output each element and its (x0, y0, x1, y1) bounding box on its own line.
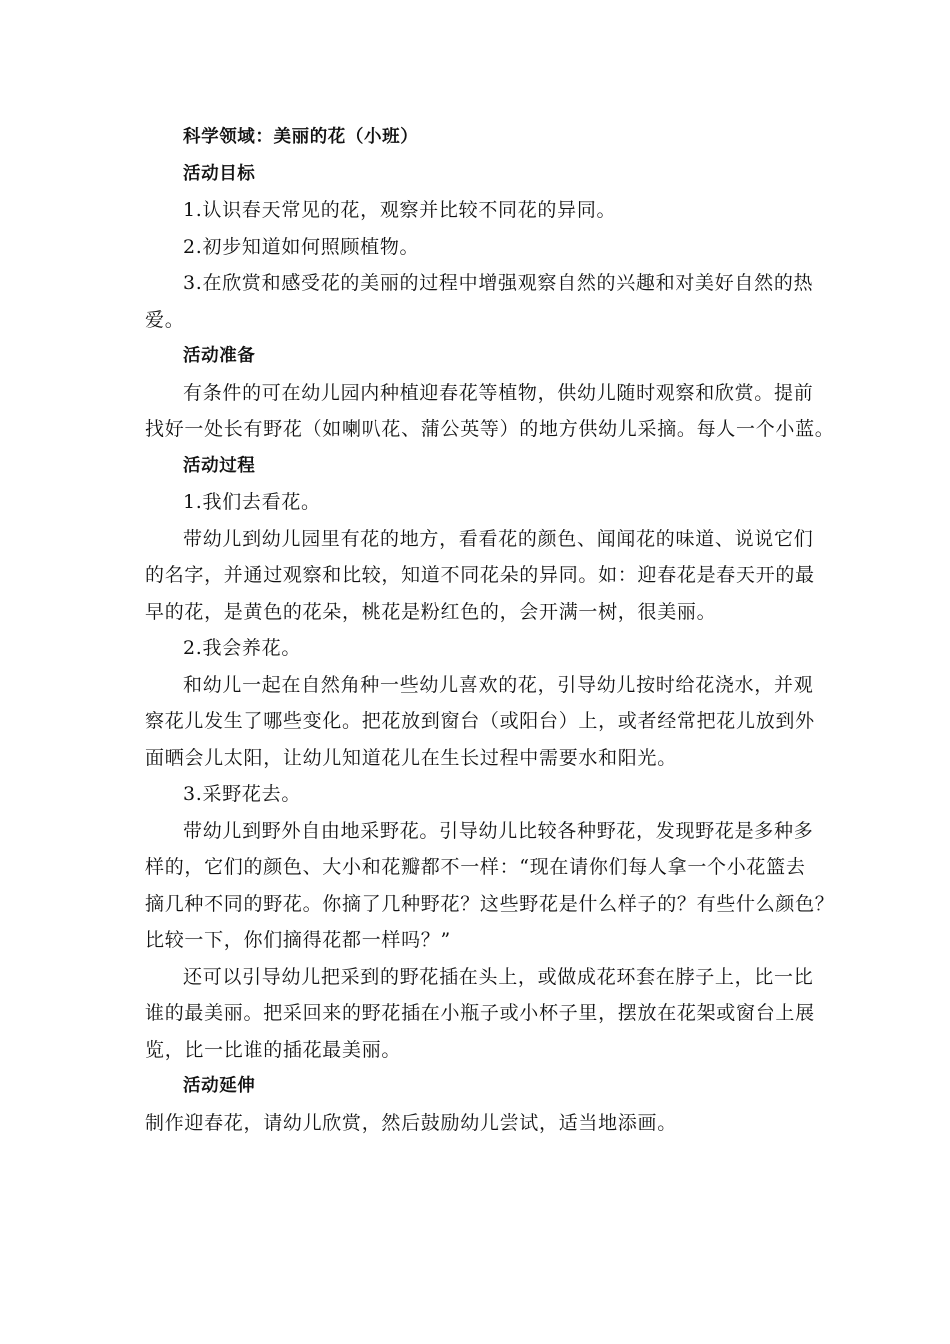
extension-paragraph: 制作迎春花，请幼儿欣赏，然后鼓励幼儿尝试，适当地添画。 (145, 1111, 677, 1134)
preparation-paragraph-continuation: 找好一处长有野花（如喇叭花、蒲公英等）的地方供幼儿采摘。每人一个小蓝。 (145, 418, 835, 440)
goals-heading: 活动目标 (183, 163, 256, 184)
preparation-heading: 活动准备 (183, 346, 256, 366)
process-step-paragraph: 和幼儿一起在自然角种一些幼儿喜欢的花，引导幼儿按时给花浇水，并观 (183, 673, 814, 696)
goals-item: 3.在欣赏和感受花的美丽的过程中增强观察自然的兴趣和对美好自然的热 (183, 272, 814, 294)
goals-item: 1.认识春天常见的花，观察并比较不同花的异同。 (183, 199, 617, 221)
document-page (145, 119, 835, 1141)
process-step-title: 3.采野花去。 (183, 783, 302, 805)
process-step-paragraph-continuation: 谁的最美丽。把采回来的野花插在小瓶子或小杯子里，摆放在花架或窗台上展 (145, 1002, 815, 1024)
process-step-title: 2.我会养花。 (183, 637, 302, 659)
process-step-paragraph-continuation: 摘几种不同的野花。你摘了几种野花？这些野花是什么样子的？有些什么颜色？ (145, 892, 835, 915)
process-step-paragraph-continuation: 比较一下，你们摘得花都一样吗？” (145, 929, 451, 951)
preparation-paragraph: 有条件的可在幼儿园内种植迎春花等植物，供幼儿随时观察和欣赏。提前 (183, 381, 814, 404)
process-step-paragraph-continuation: 样的，它们的颜色、大小和花瓣都不一样：“现在请你们每人拿一个小花篮去 (145, 856, 806, 878)
process-step-paragraph: 带幼儿到野外自由地采野花。引导幼儿比较各种野花，发现野花是多种多 (183, 819, 814, 842)
goals-item: 2.初步知道如何照顾植物。 (183, 235, 420, 258)
extension-heading: 活动延伸 (183, 1076, 256, 1096)
goals-item-continuation: 爱。 (145, 308, 185, 331)
process-step-paragraph: 还可以引导幼儿把采到的野花插在头上，或做成花环套在脖子上，比一比 (183, 965, 814, 988)
process-step-title: 1.我们去看花。 (183, 491, 321, 513)
process-heading: 活动过程 (183, 455, 256, 476)
process-step-paragraph-continuation: 早的花，是黄色的花朵，桃花是粉红色的，会开满一树，很美丽。 (145, 600, 717, 623)
process-step-paragraph: 带幼儿到幼儿园里有花的地方，看看花的颜色、闻闻花的味道、说说它们 (183, 527, 814, 550)
process-step-paragraph-continuation: 察花儿发生了哪些变化。把花放到窗台（或阳台）上，或者经常把花儿放到外 (145, 710, 815, 732)
process-step-paragraph-continuation: 面晒会儿太阳，让幼儿知道花儿在生长过程中需要水和阳光。 (145, 746, 677, 769)
document-title: 科学领域：美丽的花（小班） (183, 127, 419, 147)
process-step-paragraph-continuation: 的名字，并通过观察和比较，知道不同花朵的异同。如：迎春花是春天开的最 (145, 564, 815, 586)
process-step-paragraph-continuation: 览，比一比谁的插花最美丽。 (145, 1038, 402, 1061)
